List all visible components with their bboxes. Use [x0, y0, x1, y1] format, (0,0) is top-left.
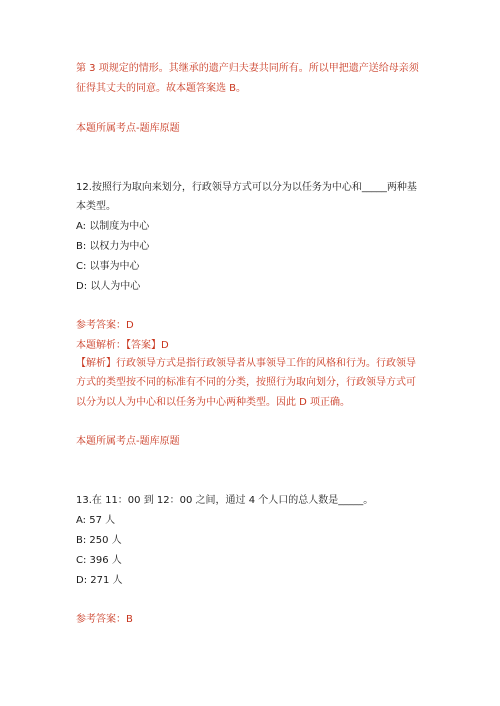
source-label-2: 本题所属考点-题库原题 [76, 436, 180, 447]
q12-analysis-line-1: 【解析】行政领导方式是指行政领导者从事领导工作的风格和行为。行政领导 [76, 358, 416, 369]
q13-option-d: D: 271 人 [76, 575, 123, 586]
q12-option-c: C: 以事为中心 [76, 261, 140, 272]
q13-reference-answer: 参考答案：B [76, 614, 133, 625]
q13-option-c: C: 396 人 [76, 555, 122, 566]
q12-option-b: B: 以权力为中心 [76, 241, 150, 252]
q12-analysis-line-3: 以分为以人为中心和以任务为中心两种类型。因此 D 项正确。 [76, 397, 351, 408]
q13-option-a: A: 57 人 [76, 515, 116, 526]
q12-reference-answer: 参考答案：D [76, 320, 134, 331]
q12-analysis-line-2: 方式的类型按不同的标准有不同的分类，按照行为取向划分，行政领导方式可 [76, 377, 416, 388]
q12-stem-line-2: 本类型。 [76, 201, 116, 212]
prev-explanation-line-2: 征得其丈夫的同意。故本题答案选 B。 [76, 83, 247, 94]
prev-explanation-line-1: 第 3 项规定的情形。其继承的遗产归夫妻共同所有。所以甲把遗产送给母亲须 [76, 63, 419, 74]
q12-option-d: D: 以人为中心 [76, 281, 141, 292]
q12-analysis-header: 本题解析：【答案】D [76, 340, 169, 351]
q12-option-a: A: 以制度为中心 [76, 221, 150, 232]
q13-stem: 13.在 11：00 到 12：00 之间，通过 4 个人口的总人数是_____。 [76, 495, 374, 506]
q12-stem-line-1: 12.按照行为取向来划分，行政领导方式可以分为以任务为中心和_____两种基 [76, 182, 417, 193]
q13-option-b: B: 250 人 [76, 535, 122, 546]
source-label: 本题所属考点-题库原题 [76, 123, 180, 134]
